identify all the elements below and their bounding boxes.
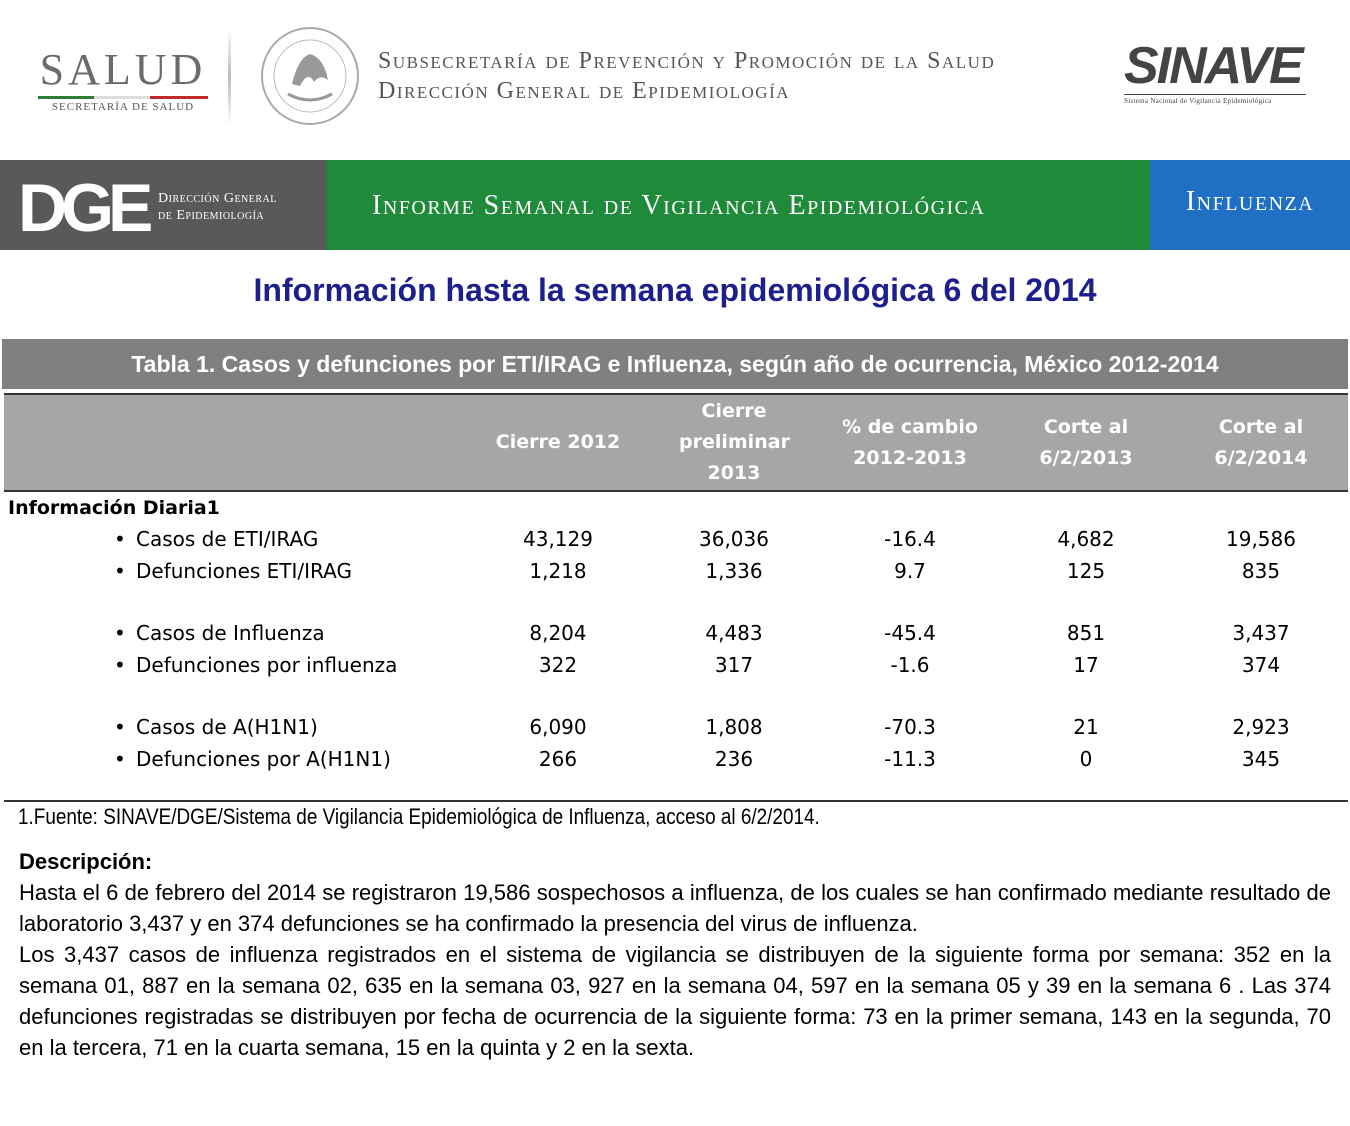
cell: -45.4 bbox=[884, 621, 936, 646]
cell: 36,036 bbox=[699, 527, 769, 552]
spacer-row bbox=[4, 587, 1348, 618]
cell: 125 bbox=[1066, 558, 1106, 583]
cell: -11.3 bbox=[884, 746, 936, 771]
row-label bbox=[4, 555, 470, 587]
table-row bbox=[4, 555, 1348, 587]
informe-title: Informe Semanal de Vigilancia Epidemiológica bbox=[372, 190, 986, 221]
cell: 4,483 bbox=[705, 621, 763, 646]
cell: 8,204 bbox=[529, 621, 587, 646]
cell: 345 bbox=[1241, 746, 1281, 771]
row-label bbox=[4, 524, 470, 556]
description-paragraph-1: Hasta el 6 de febrero del 2014 se registraron 19,586 sospechosos a influenza, de los cuales se han confirmado mediante resultado de laboratorio 3,437 y en 374 defunciones se ha confirmado la presencia del virus de influenza. bbox=[19, 880, 1331, 936]
cell: 1,808 bbox=[705, 715, 763, 740]
row-label-text: Casos de Influenza bbox=[136, 621, 325, 646]
cell: -16.4 bbox=[884, 527, 936, 552]
table-row bbox=[4, 618, 1348, 650]
cell: 43,129 bbox=[523, 527, 593, 552]
header-corte-2014 bbox=[1174, 394, 1348, 491]
header-cierre-preliminar-2013-text: Cierre preliminar 2013 bbox=[679, 400, 790, 484]
cell: 236 bbox=[714, 746, 754, 771]
cell: 1,336 bbox=[705, 558, 763, 583]
secretaria-label: SECRETARÍA DE SALUD bbox=[51, 101, 195, 113]
spacer-cell bbox=[4, 587, 1348, 618]
bullet-icon: • bbox=[114, 527, 126, 552]
header-divider bbox=[228, 28, 231, 126]
direccion-line: Dirección General de Epidemiología bbox=[378, 78, 791, 104]
row-label bbox=[4, 743, 470, 775]
section-label: Información Diaria1 bbox=[8, 496, 220, 519]
cell: 322 bbox=[538, 652, 578, 677]
cell: 266 bbox=[538, 746, 578, 771]
cell: 17 bbox=[1073, 652, 1099, 677]
dge-line2: de Epidemiología bbox=[158, 208, 265, 223]
cell: 851 bbox=[1066, 621, 1106, 646]
sinave-word: SINAVE bbox=[1124, 37, 1302, 95]
dge-line1: Dirección General bbox=[158, 191, 277, 206]
header-empty bbox=[4, 394, 470, 491]
cell: 374 bbox=[1241, 652, 1281, 677]
description bbox=[19, 846, 1331, 1063]
table-title: Tabla 1. Casos y defunciones por ETI/IRAG e Influenza, según año de ocurrencia, México 2012-2014 bbox=[2, 339, 1348, 389]
row-label-text: Defunciones por influenza bbox=[136, 652, 398, 677]
description-title: Descripción: bbox=[19, 849, 153, 874]
row-label bbox=[4, 649, 470, 681]
subsecretaria-titles bbox=[378, 46, 995, 106]
cell: 0 bbox=[1079, 746, 1093, 771]
salud-logo bbox=[38, 45, 208, 118]
cell: 4,682 bbox=[1057, 527, 1115, 552]
spacer-row bbox=[4, 681, 1348, 712]
cell: 317 bbox=[714, 652, 754, 677]
cell: 9.7 bbox=[894, 558, 926, 583]
table-row bbox=[4, 524, 1348, 556]
table-row bbox=[4, 712, 1348, 744]
dge-logo: DGE bbox=[18, 170, 148, 246]
cell: 835 bbox=[1241, 558, 1281, 583]
salud-tricolor-line bbox=[38, 96, 208, 99]
row-label bbox=[4, 712, 470, 744]
header-cierre-2012: Cierre 2012 bbox=[470, 394, 646, 491]
cell: 21 bbox=[1073, 715, 1099, 740]
cell: 1,218 bbox=[529, 558, 587, 583]
row-label-text: Defunciones por A(H1N1) bbox=[136, 746, 391, 771]
cell: -1.6 bbox=[890, 652, 930, 677]
row-label-text: Defunciones ETI/IRAG bbox=[136, 558, 352, 583]
bullet-icon: • bbox=[114, 558, 126, 583]
dge-text bbox=[158, 190, 277, 224]
cell: 3,437 bbox=[1232, 621, 1290, 646]
header-corte-2013-text: Corte al 6/2/2013 bbox=[1039, 415, 1133, 469]
table-row bbox=[4, 743, 1348, 775]
report-banner bbox=[0, 160, 1350, 250]
national-seal-icon bbox=[258, 24, 362, 128]
bullet-icon: • bbox=[114, 746, 126, 771]
spacer-cell bbox=[4, 681, 1348, 712]
bullet-icon: • bbox=[114, 715, 126, 740]
table-row bbox=[4, 649, 1348, 681]
header-cambio bbox=[822, 394, 998, 491]
table-header-row bbox=[4, 394, 1348, 491]
cases-table bbox=[4, 393, 1348, 775]
header-corte-2014-text: Corte al 6/2/2014 bbox=[1214, 415, 1308, 469]
section-row bbox=[4, 491, 1348, 524]
sinave-subtitle: Sistema Nacional de Vigilancia Epidemiológica bbox=[1124, 94, 1306, 105]
sinave-logo bbox=[1124, 37, 1306, 106]
dge-logo-box bbox=[0, 160, 326, 250]
row-label bbox=[4, 618, 470, 650]
row-label-text: Casos de A(H1N1) bbox=[136, 715, 318, 740]
bullet-icon: • bbox=[114, 652, 126, 677]
footnote-divider bbox=[4, 800, 1348, 802]
cell: 19,586 bbox=[1226, 527, 1296, 552]
cell: 6,090 bbox=[529, 715, 587, 740]
tema-box bbox=[1150, 160, 1350, 250]
row-label-text: Casos de ETI/IRAG bbox=[136, 527, 319, 552]
cell: 2,923 bbox=[1232, 715, 1290, 740]
description-paragraph-2: Los 3,437 casos de influenza registrados en el sistema de vigilancia se distribuyen de la siguiente forma por semana: 352 en la semana 01, 887 en la semana 02, 635 en la semana 03, 927 en la semana 04, 597 en la semana 05 y 39 en la semana 6 . Las 374 defunciones registradas se distribuyen por fecha de ocurrencia de la siguiente forma: 73 en la primer semana, 143 en la segunda, 70 en la tercera, 71 en la cuarta semana, 15 en la quinta y 2 en la sexta. bbox=[19, 942, 1331, 1060]
header-cierre-preliminar-2013 bbox=[646, 394, 822, 491]
salud-word: SALUD bbox=[39, 45, 207, 94]
page-header bbox=[0, 0, 1350, 140]
subsecretaria-line: Subsecretaría de Prevención y Promoción de la Salud bbox=[378, 48, 996, 74]
tema-label: Influenza bbox=[1185, 186, 1315, 217]
header-cambio-text: % de cambio 2012-2013 bbox=[842, 415, 978, 469]
info-title: Información hasta la semana epidemiológica 6 del 2014 bbox=[253, 272, 1097, 308]
header-corte-2013 bbox=[998, 394, 1174, 491]
footnote: 1.Fuente: SINAVE/DGE/Sistema de Vigilancia Epidemiológica de Influenza, acceso al 6/2/2014. bbox=[18, 804, 820, 829]
bullet-icon: • bbox=[114, 621, 126, 646]
informe-box bbox=[326, 160, 1150, 250]
cell: -70.3 bbox=[884, 715, 936, 740]
